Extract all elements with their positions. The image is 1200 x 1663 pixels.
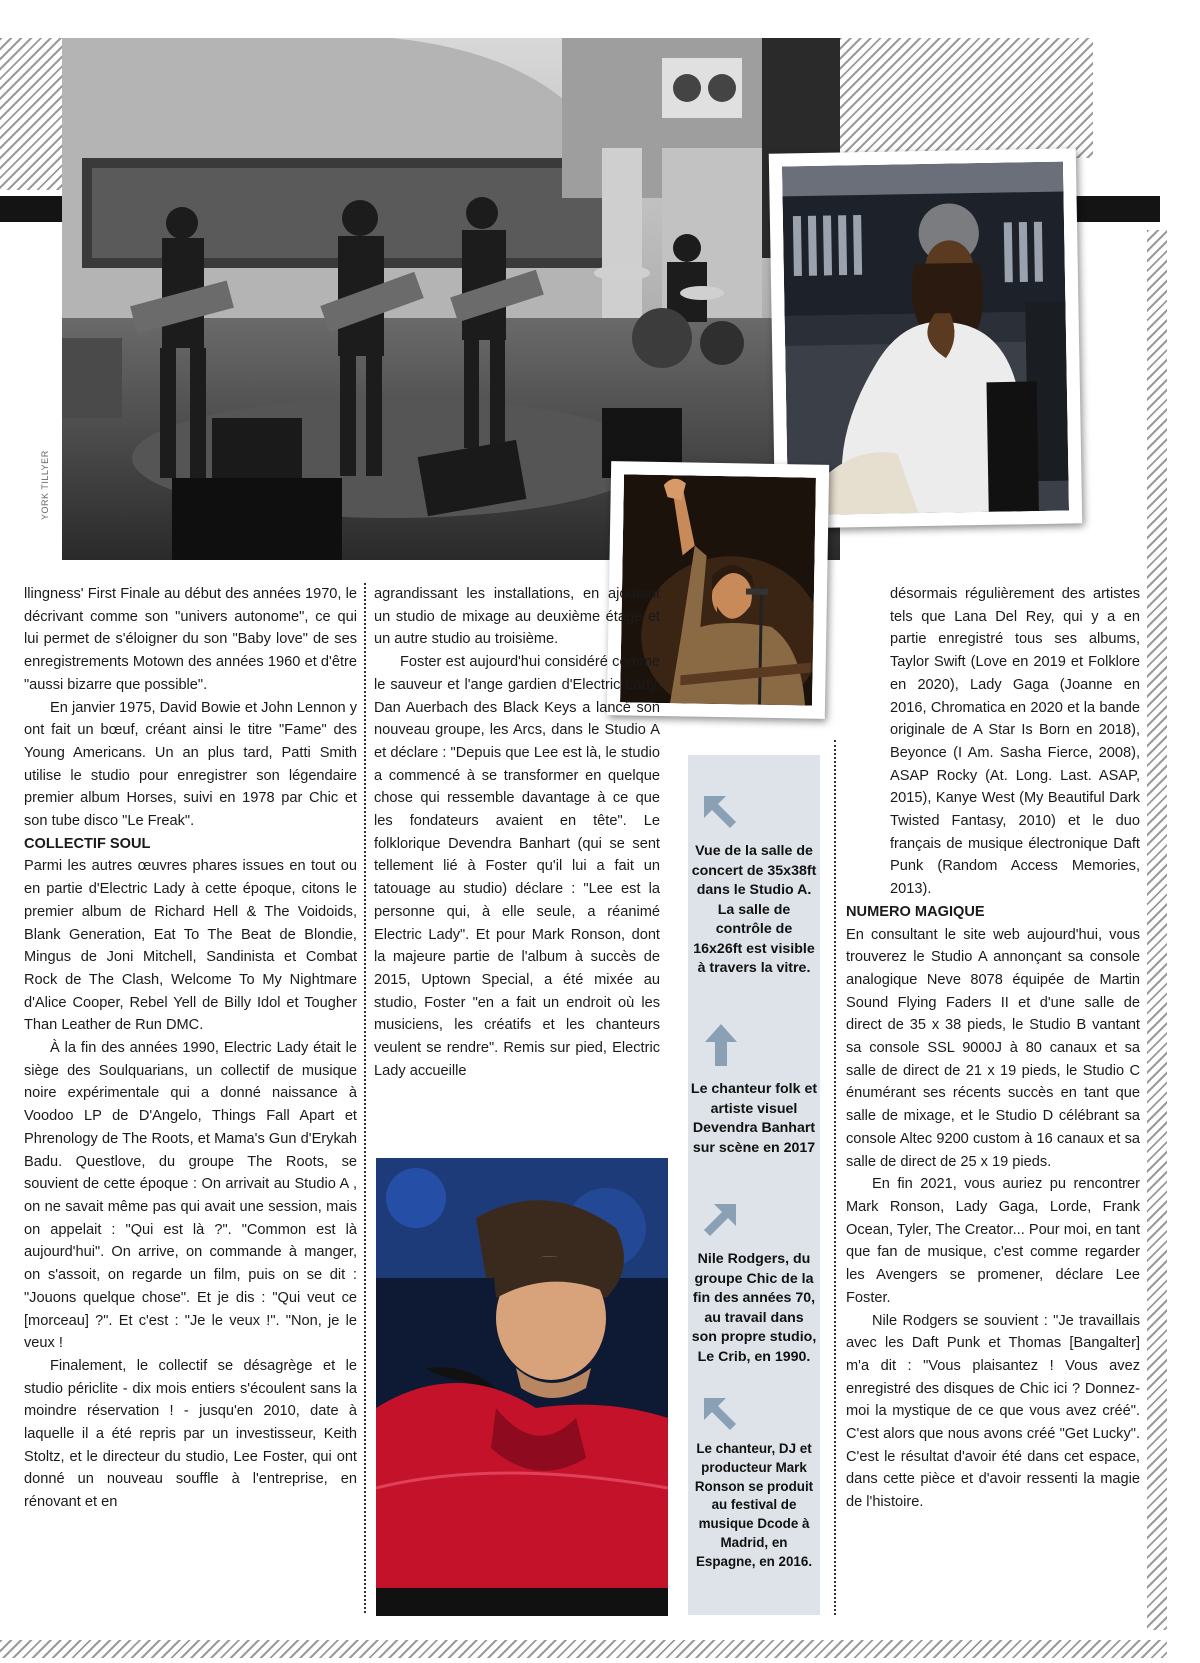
hatch-right-edge bbox=[1147, 230, 1167, 1630]
black-band-left bbox=[0, 196, 62, 222]
col3-paragraph: désormais régulièrement des artistes tels que Lana Del Rey, qui y a en partie enregistré tous ses albums, Taylor Swift (Love en 2019 et Folklore en 2020), Lady Gaga (Joanne en 2016, Chromatica en 2020 et la bande originale de A Star Is Born en 2018), Beyonce (I Am. Sasha Fierce, 2008), ASAP Rocky (At. Long. Last. ASAP, 2015), Kanye West (My Beautiful Dark Twisted Fantasy, 2010) et le duo français de musique électronique Daft Punk (Random Access Memories, 2013). bbox=[890, 586, 1140, 898]
text-column-2 bbox=[374, 583, 660, 1082]
col1-paragraph: llingness' First Finale au début des années 1970, le décrivant comme son "univers autonome", ce qui lui permet de s'éloigner du son "Baby love" de ses enregistrements Motown des années 1960 et d'être "aussi bizarre que possible". bbox=[24, 586, 357, 693]
arrow-up-icon bbox=[703, 1022, 739, 1068]
mark-ronson-photo bbox=[376, 1158, 668, 1616]
arrow-up-left-icon bbox=[700, 792, 740, 832]
arrow-up-left-icon bbox=[700, 1394, 740, 1434]
column-divider-2 bbox=[834, 740, 836, 1615]
col1-paragraph: En janvier 1975, David Bowie et John Lennon y ont fait un bœuf, créant ainsi le titre "Fame" des Young Americans. Un an plus tard, Patti Smith utilise le studio pour enregistrer son légendaire premier album Horses, suivi en 1978 par Chic et son tube disco "Le Freak". bbox=[24, 699, 357, 830]
black-band-right bbox=[1070, 196, 1160, 222]
hatch-bottom bbox=[0, 1640, 1167, 1658]
caption-mark-ronson: Le chanteur, DJ et producteur Mark Ronson se produit au festival de musique Dcode à Madrid, en Espagne, en 2016. bbox=[694, 1441, 814, 1569]
col3-paragraph: En fin 2021, vous auriez pu rencontrer Mark Ronson, Lady Gaga, Lorde, Frank Ocean, Tyler, The Creator... Pour moi, en tant que fan de musique, c'est comme regarder les Avengers se promener, déclare Lee Foster. bbox=[846, 1176, 1140, 1306]
col3-paragraph: Nile Rodgers se souvient : "Je travaillais avec les Daft Punk et Thomas [Bangalter] m'a dit : "Vous plaisantez ! Vous avez enregistré des disques de Chic ici ? Donnez-moi la mystique de ce que vous avez créé". C'est alors que nous avons créé "Get Lucky". C'est le résultat d'avoir été dans cet espace, dans cette pièce et d'avoir ressenti la magie de l'histoire. bbox=[846, 1312, 1140, 1511]
photo-credit: YORK TILLYER bbox=[40, 450, 50, 520]
caption-studio-a: Vue de la salle de concert de 35x38ft dans le Studio A. La salle de contrôle de 16x26ft est visible à travers la vitre. bbox=[691, 843, 817, 976]
col2-paragraph: Foster est aujourd'hui considéré comme le sauveur et l'ange gardien d'Electric Lady. Dan Auerbach des Black Keys a lancé son nouveau groupe, les Arcs, dans le Studio A et déclare : "Depuis que Lee est là, le studio a commencé à se transformer en quelque chose qui ressemble davantage à ce que les fondateurs avaient en tête". Le folklorique Devendra Banhart (qui se sent tellement lié à Foster qu'il lui a fait un tatouage au studio) déclare : "Lee est la personne qui, à elle seule, a réanimé Electric Lady". Et pour Mark Ronson, dont la majeure partie de l'album à succès de 2015, Uptown Special, a été mixée au studio, Foster "en a fait un endroit où les musiciens, les créatifs et les chanteurs veulent se rendre". Remis sur pied, Electric Lady accueille bbox=[374, 654, 660, 1079]
column-divider-1 bbox=[364, 583, 366, 1613]
arrow-up-right-icon bbox=[700, 1200, 740, 1240]
col1-paragraph: Parmi les autres œuvres phares issues en tout ou en partie d'Electric Lady à cette époque, citons le premier album de Richard Hell & The Voidoids, Blank Generation, Eat To The Beat de Blondie, Mingus de Joni Mitchell, Sandinista et Combat Rock de The Clash, Welcome To My Nightmare d'Alice Cooper, Rebel Yell de Billy Idol et Tougher Than Leather de Run DMC. bbox=[24, 858, 357, 1034]
nile-rodgers-photo bbox=[782, 162, 1069, 516]
caption-devendra-banhart: Le chanteur folk et artiste visuel Devendra Banhart sur scène en 2017 bbox=[690, 1081, 818, 1156]
section-heading-numero-magique: NUMERO MAGIQUE bbox=[846, 903, 985, 920]
caption-nile-rodgers: Nile Rodgers, du groupe Chic de la fin des années 70, au travail dans son propre studio, Le Crib, en 1990. bbox=[691, 1251, 817, 1365]
section-heading-collectif-soul: COLLECTIF SOUL bbox=[24, 835, 151, 852]
text-column-1 bbox=[24, 583, 357, 1514]
col1-paragraph: Finalement, le collectif se désagrège et le studio périclite - dix mois entiers s'écoulent sans la moindre réservation ! - jusqu'en 2010, date à laquelle il a été repris par un investisseur, Keith Stoltz, et le directeur du studio, Lee Foster, qui ont donné un nouveau souffle à l'entreprise, en rénovant et en bbox=[24, 1357, 357, 1511]
col3-paragraph: En consultant le site web aujourd'hui, vous trouverez le Studio A annonçant sa console analogique Neve 8078 équipée de Martin Sound Flying Faders II et d'une salle de direct de 35 x 38 pieds, le Studio B vantant sa console SSL 9000J à 80 canaux et sa salle de direct de 21 x 19 pieds, le Studio C énumérant ses récents succès en tant que salle de mixage, et le Studio D célébrant sa console Altec 9200 custom à 16 canaux et sa salle de direct de 25 x 19 pieds. bbox=[846, 926, 1140, 1170]
col1-paragraph: À la fin des années 1990, Electric Lady était le siège des Soulquarians, un collectif de musique noire expérimentale qui a donné naissance à Voodoo LP de D'Angelo, Things Fall Apart et Phrenology de The Roots, et Mama's Gun d'Erykah Badu. Questlove, du groupe The Roots, se souvient de cette époque : On arrivait au Studio A , on ne savait même pas qui avait une session, mais on appelait : "Qui est là ?". "Common est là aujourd'hui". On arrive, on commande à manger, on s'assoit, on regarde un film, puis on se dit : "Jouons quelque chose". Et je dis : "Qui veut ce [morceau] ?". Et c'est : "Je le veux !". "Non, je le veux ! bbox=[24, 1040, 357, 1352]
text-column-3 bbox=[846, 583, 1140, 1514]
col2-paragraph: agrandissant les installations, en ajoutant un studio de mixage au deuxième étage et un autre studio au troisième. bbox=[374, 586, 660, 648]
hatch-top-left bbox=[0, 38, 62, 190]
